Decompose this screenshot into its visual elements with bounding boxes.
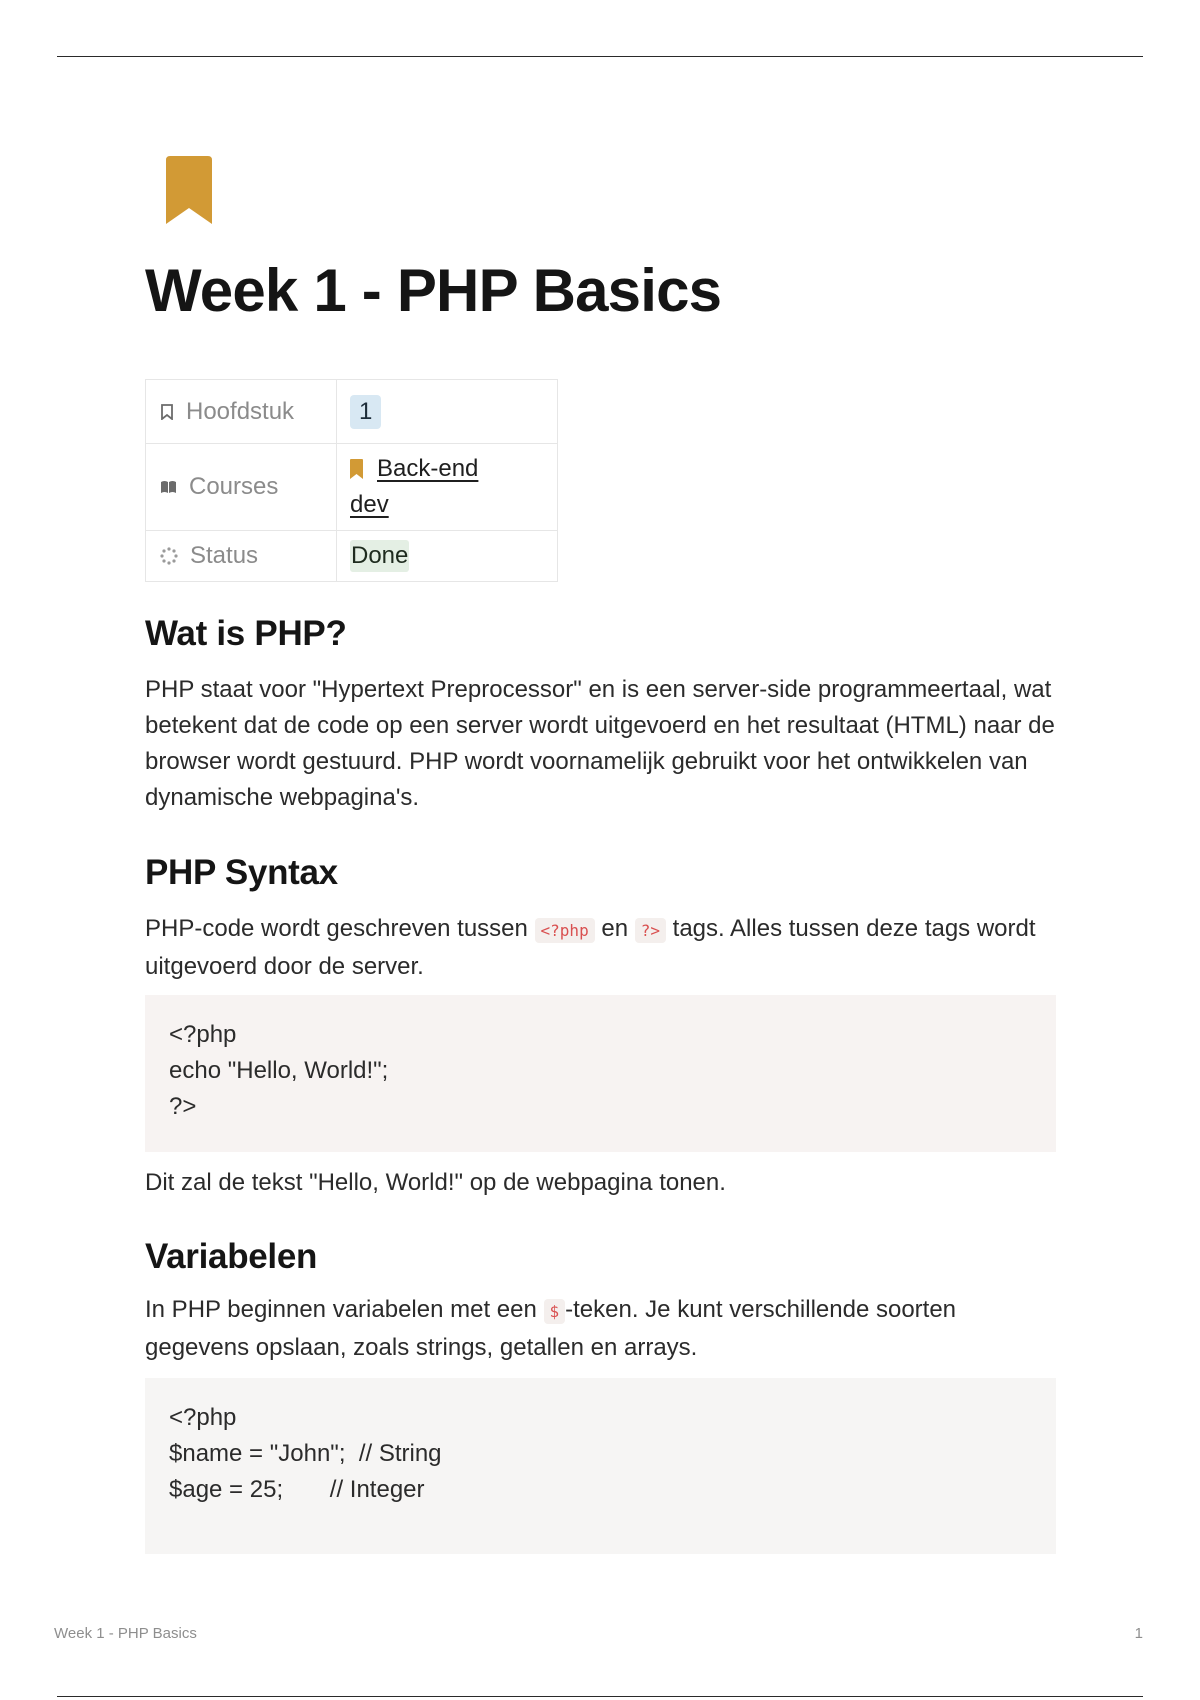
- status-badge[interactable]: Done: [350, 540, 409, 572]
- bookmark-outline-icon: [160, 404, 174, 420]
- code-block-variables: <?php $name = "John"; // String $age = 25; // Integer: [145, 1378, 1056, 1554]
- inline-code-open-tag: <?php: [535, 918, 595, 943]
- courses-link-text-line1[interactable]: Back-end: [377, 455, 479, 482]
- property-label-status: Status: [190, 542, 259, 569]
- paragraph-variabelen: In PHP beginnen variabelen met een $ -teken. Je kunt verschillende soorten gegevens opslaan, zoals strings, getallen en arrays.: [145, 1296, 957, 1361]
- code-block-hello-world: <?php echo "Hello, World!"; ?>: [145, 995, 1056, 1152]
- property-label-courses: Courses: [189, 473, 279, 500]
- hoofdstuk-value-chip[interactable]: 1: [350, 395, 381, 429]
- paragraph-hello-result: Dit zal de tekst "Hello, World!" op de webpagina tonen.: [145, 1169, 726, 1196]
- property-row-courses: [146, 444, 558, 531]
- courses-link-text-line2[interactable]: dev: [350, 491, 389, 518]
- bottom-rule: [57, 1696, 1143, 1697]
- top-rule: [57, 56, 1143, 57]
- open-book-icon: [160, 480, 177, 494]
- inline-code-dollar: $: [544, 1299, 566, 1324]
- page-title: Week 1 - PHP Basics: [145, 257, 722, 324]
- heading-php-syntax: PHP Syntax: [145, 853, 338, 892]
- heading-wat-is-php: Wat is PHP?: [145, 614, 347, 653]
- paragraph-php-syntax: PHP-code wordt geschreven tussen <?php en ?> tags. Alles tussen deze tags wordt uitgevoerd door de server.: [145, 915, 1036, 980]
- courses-relation-link[interactable]: [350, 451, 547, 523]
- footer-title: Week 1 - PHP Basics: [54, 1625, 197, 1642]
- bookmark-icon: [166, 156, 212, 224]
- property-row-hoofdstuk: [146, 380, 558, 444]
- heading-variabelen: Variabelen: [145, 1237, 318, 1276]
- footer-page-number: 1: [1134, 1625, 1143, 1642]
- bookmark-icon: [350, 459, 363, 479]
- paragraph-wat-is-php: PHP staat voor "Hypertext Preprocessor" en is een server-side programmeertaal, wat betekent dat de code op een server wordt uitgevoerd en het resultaat (HTML) naar de browser wordt gestuurd. PHP wordt voornamelijk gebruikt voor het ontwikkelen van dynamische webpagina's.: [145, 676, 1055, 811]
- property-row-status: [146, 531, 558, 582]
- property-label-hoofdstuk: Hoofdstuk: [186, 397, 295, 425]
- loading-dots-icon: [160, 547, 178, 565]
- properties-table: [145, 379, 558, 582]
- inline-code-close-tag: ?>: [635, 918, 666, 943]
